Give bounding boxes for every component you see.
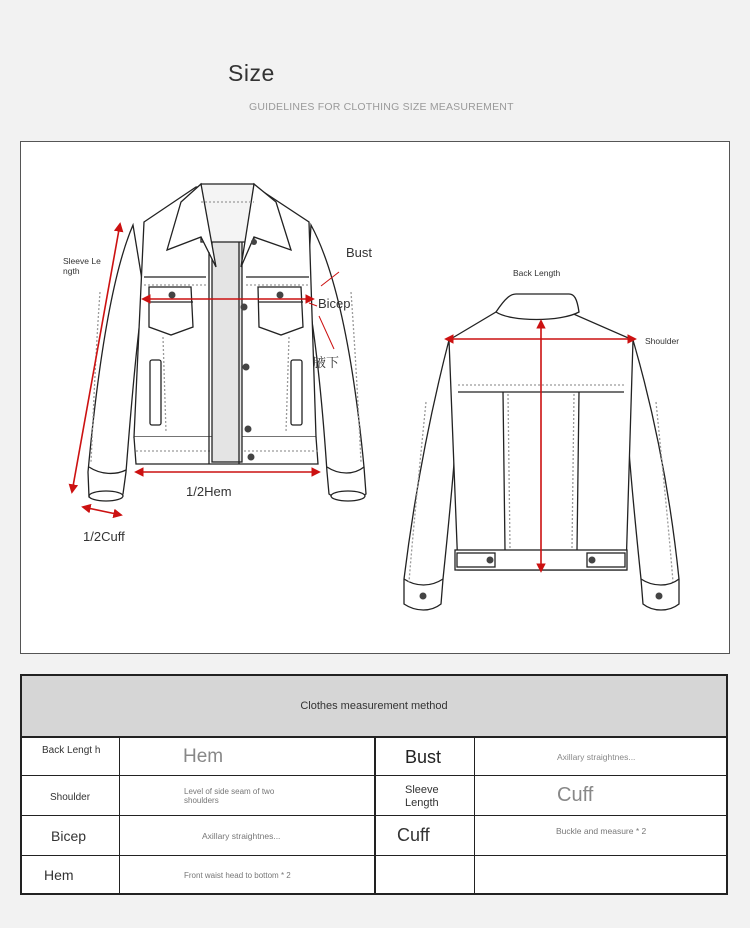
table-cell [475,736,726,776]
row3-col1: Bicep [51,828,87,844]
row3-col2: Axillary straightnes... [202,831,281,841]
table-cell [376,776,475,816]
row4-col1: Hem [44,867,74,883]
row2-col3: Sleeve Length [405,784,439,809]
label-half-cuff: 1/2Cuff [83,529,125,544]
table-cell [120,856,376,893]
label-underarm: 腋下 [313,355,340,370]
row3-col3: Cuff [397,825,430,845]
page-title: Size [228,60,275,86]
table-cell [475,776,726,816]
row3-col4: Buckle and measure * 2 [556,826,647,836]
table-cell [376,856,475,893]
measurement-diagram-panel [20,141,730,654]
table-cell [120,736,376,776]
table-cell [376,736,475,776]
row1-col1: Back Lengt h [42,745,101,756]
front-jacket-drawing [88,184,366,501]
table-header: Clothes measurement method [22,676,726,738]
label-bust: Bust [346,245,373,260]
label-half-hem: 1/2Hem [186,484,232,499]
row1-col2: Hem [183,746,224,767]
row2-col4: Cuff [557,784,594,806]
table-cell [22,736,120,776]
label-back-length: Back Length [513,268,561,278]
table-cell [22,856,120,893]
row2-col1: Shoulder [50,792,91,803]
table-cell [475,856,726,893]
label-bicep: Bicep [318,296,351,311]
jacket-illustrations [21,142,729,653]
table-cell [22,816,120,856]
measurement-method-table [20,674,728,895]
row1-col4: Axillary straightnes... [557,752,636,762]
table-cell [22,776,120,816]
table-cell [120,816,376,856]
table-cell [120,776,376,816]
table-cell [475,816,726,856]
page-subtitle: GUIDELINES FOR CLOTHING SIZE MEASUREMENT [249,101,514,113]
table-cell [376,816,475,856]
row2-col2: Level of side seam of two shoulders [184,787,275,805]
label-sleeve-length: Sleeve Le ngth [63,256,101,276]
row4-col2: Front waist head to bottom * 2 [184,871,291,880]
cuff-arrow [83,507,121,515]
label-shoulder: Shoulder [645,336,680,346]
row1-col3: Bust [405,747,442,767]
